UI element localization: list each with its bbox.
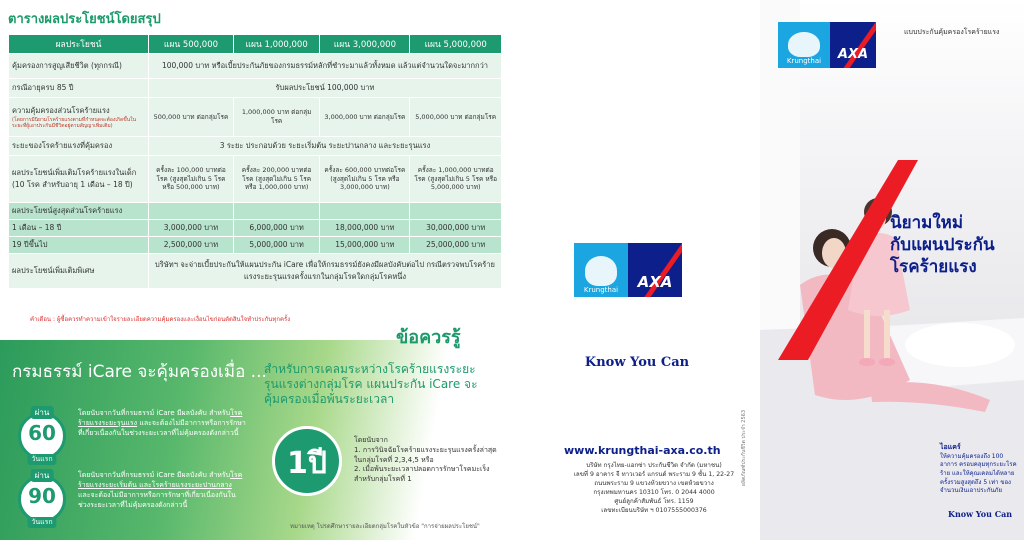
table-cell: 6,000,000 บาท [234,220,319,236]
axa-logo [830,22,876,68]
table-row [9,254,501,288]
section-title: ตารางผลประโยชน์โดยสรุป [8,12,161,27]
row-label: กรณีอายุครบ 85 ปี [9,79,148,97]
day90-prefix: ผ่าน [31,469,54,482]
table-cell: รับผลประโยชน์ 100,000 บาท [149,79,501,97]
day90-unit: วันแรก [27,517,56,528]
row-label: ผลประโยชน์เพิ่มเติมโรคร้ายแรงในเด็ก (10 โรค สำหรับอายุ 1 เดือน – 18 ปี) [9,156,148,202]
table-row [9,98,501,136]
table-row [9,79,501,97]
table-cell: 3,000,000 บาท [149,220,233,236]
cover-desc-text: ให้ความคุ้มครองถึง 100 อาการ ครอบคลุมทุกระยะโรคร้าย และให้คุณเคลมได้หลายครั้งรวมสูงสุดถึง 5 เท่า ของจำนวนเงินเอาประกันภัย [940,452,1017,495]
back-cover-panel [514,0,760,540]
icare-title: กรมธรรม์ iCare จะคุ้มครองเมื่อ ... [12,362,267,382]
row-label: 19 ปีขึ้นไป [9,237,148,253]
krungthai-logo-text: Krungthai [786,57,822,65]
day90-badge [18,471,66,526]
table-cell [149,203,233,219]
company-address [554,462,754,516]
day90-text-a: โดยนับจากวันที่กรมธรรม์ iCare มีผลบังคับ สำหรับ [78,471,231,479]
day90-text [78,470,246,511]
table-row [9,137,501,155]
krungthai-emblem-icon [788,32,819,57]
address-line: กรุงเทพมหานคร 10310 โทร. 0 2044 4000 [593,488,715,496]
address-line: ศูนย์ลูกค้าสัมพันธ์ โทร. 1159 [614,497,694,505]
info-subtitle: สำหรับการเคลมระหว่างโรคร้ายแรงระยะรุนแรงต่างกลุ่มโรค แผนประกัน iCare จะคุ้มครองเมื่อพ้นระยะเวลา [264,362,478,406]
hero-line: กับแผนประกัน [890,235,995,256]
day60-prefix: ผ่าน [31,406,54,419]
day60-text-b: และจะต้องไม่มีอาการหรือการรักษาที่เกี่ยวเนื่องกันในช่วงระยะเวลาที่ไม่คุ้มครองดังกล่าวนี้ [78,419,246,438]
table-cell: ครั้งละ 100,000 บาทต่อโรค (สูงสุดไม่เกิน 5 โรค หรือ 500,000 บาท) [149,156,233,202]
axa-logo-text: AXA [637,273,673,291]
condition-2: 2. เมื่อพ้นระยะเวลาปลอดการรักษาโรคมะเร็ง สำหรับกลุ่มโรคที่ 1 [354,465,490,484]
table-cell [234,203,319,219]
tagline: Know You Can [584,355,690,370]
address-line: เลขที่ 9 อาคาร จี ทาวเวอร์ แกรนด์ พระราม 9 ชั้น 1, 22-27 [573,470,735,478]
hero-line: โรคร้ายแรง [890,257,977,278]
row-label [9,98,148,136]
table-cell: 5,000,000 บาท [234,237,319,253]
table-header: แผน 500,000 [149,35,233,53]
krungthai-logo [574,243,628,297]
day60-badge [18,408,66,463]
table-header: ผลประโยชน์ [9,35,148,53]
day60-text [78,408,246,438]
table-cell: 3 ระยะ ประกอบด้วย ระยะเริ่มต้น ระยะปานกลาง และระยะรุนแรง [149,137,501,155]
condition-1: 1. การวินิจฉัยโรคร้ายแรงระยะรุนแรงครั้งล่าสุดในกลุ่มโรคที่ 2,3,4,5 หรือ [354,445,497,464]
cover-desc-title: ไอแคร์ [940,443,961,451]
table-row [9,203,501,219]
day90-text-underline: โรคร้ายแรงระยะเริ่มต้น และโรคร้ายแรงระยะปานกลาง [78,471,243,490]
table-header: แผน 1,000,000 [234,35,319,53]
print-code: ผลิตภัณฑ์ประกันชีวิต ประจำ 2563 [741,410,747,486]
row-label: ระยะของโรคร้ายแรงที่คุ้มครอง [9,137,148,155]
table-cell: ครั้งละ 200,000 บาทต่อโรค (สูงสุดไม่เกิน 5 โรค หรือ 1,000,000 บาท) [234,156,319,202]
axa-logo-text: AXA [837,47,869,62]
table-header: แผน 5,000,000 [410,35,501,53]
hero-line: นิยามใหม่ [890,213,964,233]
krungthai-logo [778,22,830,68]
warning-text: คำเตือน : ผู้ซื้อควรทำความเข้าใจรายละเอียดความคุ้มครองและเงื่อนไขก่อนตัดสินใจทำประกันทุกครั้ง [30,316,291,323]
table-cell: บริษัทฯ จะจ่ายเบี้ยประกันให้แผนประกัน iCare เพื่อให้กรมธรรม์ยังคงมีผลบังคับต่อไป กรณีตรวจพบโรคร้ายแรงระยะรุนแรงครั้งแรกในกลุ่มโรคใดกลุ่มโรคหนึ่ง [149,254,501,288]
benefits-table [8,34,502,289]
table-row [9,220,501,236]
table-cell: 5,000,000 บาท ต่อกลุ่มโรค [410,98,501,136]
address-line: ถนนพระราม 9 แขวงห้วยขวาง เขตห้วยขวาง [594,479,714,487]
table-cell: ครั้งละ 1,000,000 บาทต่อโรค (สูงสุดไม่เกิน 5 โรค หรือ 5,000,000 บาท) [410,156,501,202]
brand-logo [574,243,682,297]
day60-unit: วันแรก [27,454,56,465]
day60-text-underline: โรคร้ายแรงระยะรุนแรง [78,409,243,428]
table-cell: 2,500,000 บาท [149,237,233,253]
info-title: ข้อควรรู้ [396,327,461,348]
table-cell: 15,000,000 บาท [320,237,409,253]
website-link[interactable]: www.krungthai-axa.co.th [564,444,721,457]
table-row [9,156,501,202]
row-note: (โดยการมีนิยามโรคร้ายแรงตามที่กำหนดจะต้องเกิดขึ้นในระยะที่ผู้เอาประกันมีชีวิตอยู่ตามสัญญาเพิ่มเติม) [12,116,136,129]
krungthai-logo-text: Krungthai [583,286,619,294]
table-cell: 1,000,000 บาท ต่อกลุ่มโรค [234,98,319,136]
footnote: หมายเหตุ โปรดศึกษารายละเอียดกลุ่มโรคในหัวข้อ "การจ่ายผลประโยชน์" [290,523,480,530]
table-cell: 100,000 บาท หรือเบี้ยประกันภัยของกรมธรรม์หลักที่ชำระมาแล้วทั้งหมด แล้วแต่จำนวนใดจะมากกว่า [149,54,501,78]
table-row [9,54,501,78]
address-line: บริษัท กรุงไทย-แอกซ่า ประกันชีวิต จำกัด (มหาชน) [586,462,722,469]
table-cell: 500,000 บาท ต่อกลุ่มโรค [149,98,233,136]
hero-title [890,212,995,278]
table-header: แผน 3,000,000 [320,35,409,53]
axa-logo [628,243,682,297]
cover-tagline: Know You Can [948,509,1013,519]
year-conditions [354,436,504,485]
table-cell: ครั้งละ 600,000 บาทต่อโรค (สูงสุดไม่เกิน 5 โรค หรือ 3,000,000 บาท) [320,156,409,202]
table-cell: 30,000,000 บาท [410,220,501,236]
day60-number: 60 [28,421,56,445]
table-cell: 25,000,000 บาท [410,237,501,253]
table-cell [320,203,409,219]
one-year-badge: 1ปี [272,426,342,496]
table-cell: 18,000,000 บาท [320,220,409,236]
table-cell: 3,000,000 บาท ต่อกลุ่มโรค [320,98,409,136]
day60-text-a: โดยนับจากวันที่กรมธรรม์ iCare มีผลบังคับ สำหรับ [78,409,231,417]
row-label: ผลประโยชน์สูงสุดส่วนโรคร้ายแรง [9,203,148,219]
table-header-row [9,35,501,53]
front-cover-panel [760,0,1024,540]
brand-logo-cover [778,22,876,68]
table-cell [410,203,501,219]
row-label-text: ความคุ้มครองส่วนโรคร้ายแรง [12,105,110,115]
cover-description [940,442,1020,496]
row-label: 1 เดือน – 18 ปี [9,220,148,236]
row-label: ผลประโยชน์เพิ่มเติมพิเศษ [9,254,148,288]
day90-number: 90 [28,484,56,508]
table-row [9,237,501,253]
row-label: คุ้มครองการสูญเสียชีวิต (ทุกกรณี) [9,54,148,78]
conditions-head: โดยนับจาก [354,436,388,444]
address-line: เลขทะเบียนบริษัท ฯ 0107555000376 [601,506,707,514]
cover-header: แบบประกันคุ้มครองโรคร้ายแรง [904,28,1000,36]
day90-text-b: และจะต้องไม่มีอาการหรือการรักษาที่เกี่ยวเนื่องกันในช่วงระยะเวลาที่ไม่คุ้มครองดังกล่าวนี้ [78,491,236,510]
krungthai-emblem-icon [585,256,617,286]
